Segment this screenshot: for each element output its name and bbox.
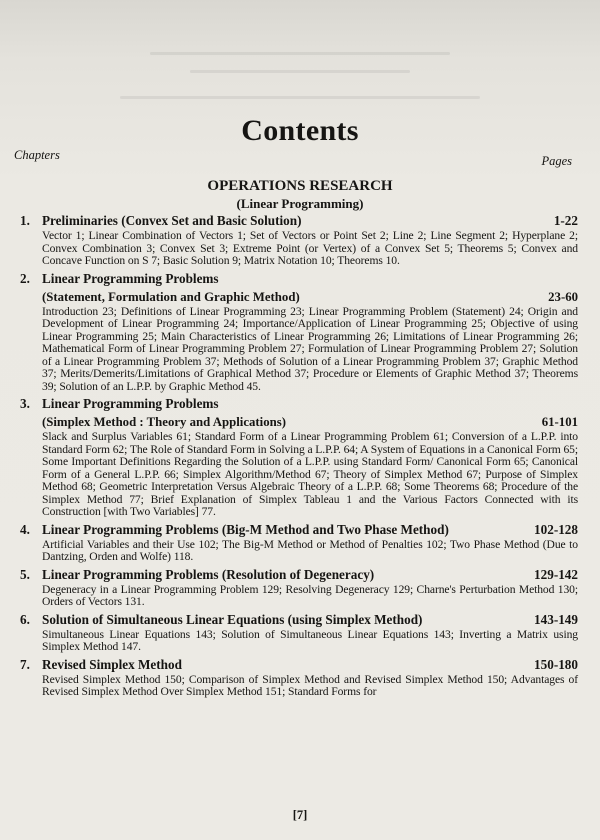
section-subheading: (Linear Programming): [236, 196, 364, 211]
chapter-entry: [0, 271, 600, 394]
chapter-page-range: 61-101: [541, 415, 578, 429]
chapter-page-range: 1-22: [553, 213, 578, 228]
chapter-topics: Simultaneous Linear Equations 143; Solution of Simultaneous Linear Equations 143; Inverting a Matrix using Simplex Method 147.: [42, 627, 578, 653]
chapter-entry: [0, 396, 600, 519]
chapter-title: Solution of Simultaneous Linear Equations (using Simplex Method): [42, 611, 423, 627]
chapter-entry: [0, 657, 600, 699]
chapter-topics: Slack and Surplus Variables 61; Standard Form of a Linear Programming Problem 61; Conversion of a L.P.P. into Standard Form 62; The Role of Standard Form in Solving a L.P.P. 64; A System of Equations in a Canonical Form 65; Some Important Definitions Regarding the Solution of a L.P.P. using Standard Form/ Canonical Form 65; Canonical Form of a General L.P.P. 66; Simplex Algorithm/Method 67; Theory of Simplex Method 67; Purpose of Simplex Method 68; Geometric Interpretation Versus Algebraic Theory of a L.P.P. 68; Some Theorems 68; Procedure of the Simplex Method 77; Brief Explanation of Simplex Tableau 1 and the Various Factors Connected with its Construction [with Two Variables] 77.: [42, 430, 578, 518]
chapter-page-range: 143-149: [534, 611, 578, 627]
chapter-entry: [0, 612, 600, 654]
chapter-title: Linear Programming Problems: [42, 396, 219, 411]
page-title: Contents: [241, 114, 359, 147]
bleed-through-mark: [190, 70, 410, 73]
section-heading: OPERATIONS RESEARCH: [207, 178, 393, 194]
chapter-list: [0, 213, 600, 702]
chapter-title: Linear Programming Problems: [42, 270, 219, 286]
bleed-through-mark: [150, 52, 450, 55]
chapter-entry: [0, 567, 600, 609]
chapter-subtitle: (Simplex Method : Theory and Applications): [42, 415, 286, 429]
chapter-page-range: 150-180: [534, 656, 578, 672]
chapter-topics: Introduction 23; Definitions of Linear Programming 23; Linear Programming Problem (Statement) 24; Origin and Development of Linear Programming 24; Importance/Application of Linear Programming 25; Objective of using Linear Programming 25; Main Characteristics of Linear Programming 26; Limitations of Linear Programming 26; Mathematical Form of Linear Programming Problem 27; Formulation of Linear Programming Problem 27; Solution of a Linear Programming Problem 37; Methods of Solution of a Linear Programming Problem 37; Graphic Method 37; Merits/Demerits/Limitations of Graphical Method 37; Procedure or Elements of Graphic Method 37; Theorems 39; Solution of an L.P.P. by Graphic Method 45.: [42, 304, 578, 393]
chapter-subtitle: (Statement, Formulation and Graphic Method): [42, 289, 300, 304]
chapter-page-range: 23-60: [548, 289, 578, 304]
chapter-entry: [0, 213, 600, 268]
chapter-page-range: 102-128: [534, 521, 578, 537]
chapter-topics: Artificial Variables and their Use 102; The Big-M Method or Method of Penalties 102; Two Phase Method (Due to Dantzing, Orden and Wolfe) 118.: [42, 537, 578, 563]
chapter-topics: Vector 1; Linear Combination of Vectors 1; Set of Vectors or Point Set 2; Line 2; Line Segment 2; Hyperplane 2; Convex Combination 3; Convex Set 3; Extreme Point (or Vertex) of a Convex Set 5; Theorems 5; Convex and Concave Function on S 7; Basic Solution 9; Matrix Notation 10; Theorems 10.: [42, 229, 578, 267]
page-number: [7]: [292, 808, 308, 822]
chapter-number: 2.: [20, 270, 30, 286]
chapter-number: 3.: [20, 396, 30, 411]
chapter-topics: Degeneracy in a Linear Programming Problem 129; Resolving Degeneracy 129; Charne's Perturbation Method 130; Orders of Vectors 131.: [42, 582, 578, 608]
chapter-title: Linear Programming Problems (Big-M Method and Two Phase Method): [42, 521, 449, 537]
chapter-number: 4.: [20, 521, 30, 537]
chapter-number: 6.: [20, 611, 30, 627]
pages-column-label: Pages: [541, 154, 572, 168]
chapter-title: Revised Simplex Method: [42, 656, 182, 672]
chapter-topics: Revised Simplex Method 150; Comparison of Simplex Method and Revised Simplex Method 150; Advantages of Revised Simplex Method Over Simplex Method 151; Standard Forms for: [42, 672, 578, 698]
bleed-through-mark: [120, 96, 480, 99]
chapter-title: Linear Programming Problems (Resolution of Degeneracy): [42, 566, 375, 582]
chapter-number: 7.: [20, 656, 30, 672]
chapter-number: 1.: [20, 213, 30, 228]
chapter-page-range: 129-142: [534, 566, 578, 582]
chapter-number: 5.: [20, 566, 30, 582]
chapters-column-label: Chapters: [14, 148, 60, 162]
chapter-entry: [0, 522, 600, 564]
chapter-title: Preliminaries (Convex Set and Basic Solution): [42, 213, 302, 228]
